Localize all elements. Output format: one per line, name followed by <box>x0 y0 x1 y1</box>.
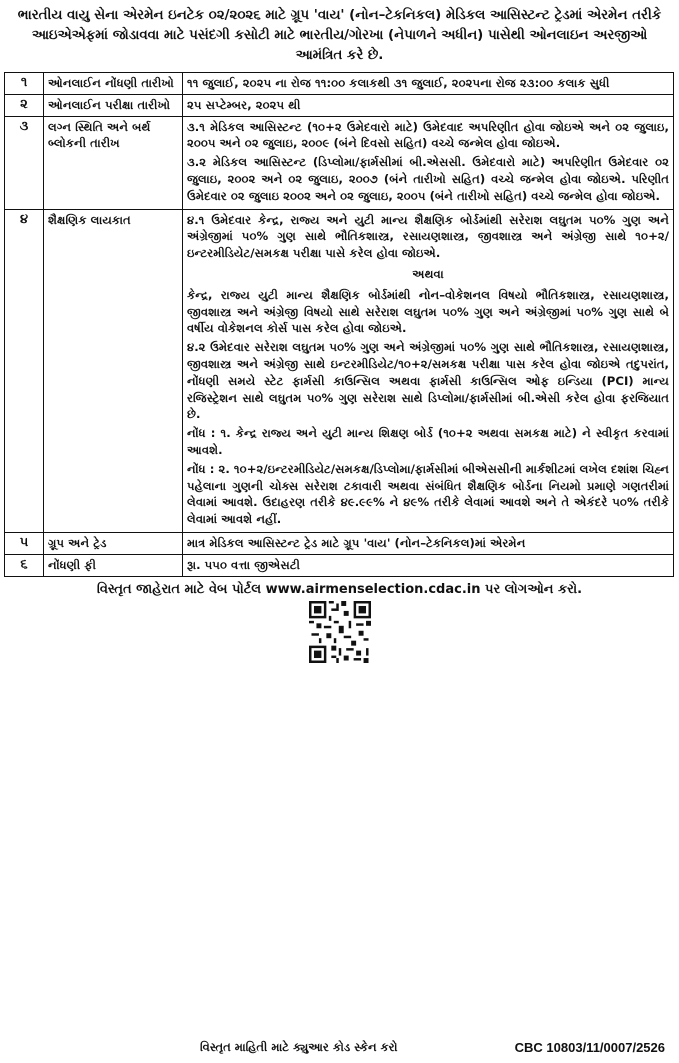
row-value: રૂા. ૫૫૦ વત્તા જીએસટી <box>183 554 674 576</box>
table-row <box>5 116 674 209</box>
note-label: નોંધ : <box>187 461 215 476</box>
note <box>187 425 669 459</box>
note-text: ૧. કેન્દ્ર રાજ્ય અને યુટી માન્ય શિક્ષણ બોર્ડ (૧૦+૨ અથવા સમકક્ષ માટે) ને સ્વીકૃત કરવામાં આવશે. <box>187 426 670 457</box>
note-text: ૨. ૧૦+૨/ઇન્ટરમીડિયેટ/સમકક્ષ/ડિપ્લોમા/ફાર્મસીમાં બીએસસીની માર્કશીટમાં લખેલ દશાંશ ચિહ્ન પહેલાના ગુણની ચોક્સ સરેરાશ ટકાવારી અથવા સંબંધિત શૈક્ષણિક બોર્ડના નિયમો પ્રમાણે ગણતરીમાં લેવામાં આવશે. ઉદાહરણ તરીકે ૪૯.૯૯% ને ૪૯% તરીકે લેવામાં આવશે અને તે એકંદરે ૫૦% તરીકે લેવામાં આવશે નહીં. <box>187 461 669 527</box>
row-label: ઓનલાઈન નોંધણી તારીખો <box>44 73 183 95</box>
row-number: ૫ <box>5 532 44 554</box>
bottom-row <box>0 1040 679 1055</box>
row-value: ૨૫ સપ્ટેમ્બર, ૨૦૨૫ થી <box>183 94 674 116</box>
row-value <box>183 116 674 209</box>
row-number: ૧ <box>5 73 44 95</box>
row-label: શૈક્ષણિક લાયકાત <box>44 209 183 532</box>
table-row <box>5 73 674 95</box>
qr-container <box>4 601 675 663</box>
portal-line: વિસ્તૃત જાહેરાત માટે વેબ પોર્ટલ www.airmenselection.cdac.in પર લોગઓન કરો. <box>96 581 583 597</box>
row-value: ૧૧ જુલાઈ, ૨૦૨૫ ના રોજ ૧૧:૦૦ કલાકથી ૩૧ જુલાઈ, ૨૦૨૫ના રોજ ૨૩:૦૦ કલાક સુધી <box>183 73 674 95</box>
paragraph: ૩.૨ મેડિકલ આસિસ્ટન્ટ (ડિપ્લોમા/ફાર્મસીમાં બી.એસસી. ઉમેદવારો માટે) અપરિણીત ઉમેદવાર ૦૨ જુલાઇ, ૨૦૦૨ અને ૦૨ જુલાઇ, ૨૦૦૭ (બંને તારીખો સહિત) વચ્ચે જન્મેલ હોવા જોઇએ. પરિણીત ઉમેદવાર ૦૨ જુલાઇ ૨૦૦૨ અને ૦૨ જુલાઇ, ૨૦૦૫ (બંને તારીખો સહિત) વચ્ચે જન્મેલ હોવા જોઇએ. <box>187 155 669 203</box>
row-value <box>183 209 674 532</box>
row-label: લગ્ન સ્થિતિ અને બર્થ બ્લોકની તારીખ <box>44 116 183 209</box>
row-value: માત્ર મેડિકલ આસિસ્ટન્ટ ટ્રેડ માટે ગ્રૂપ 'વાય' (નોન–ટેકનિકલ)માં એરમેન <box>183 532 674 554</box>
row-label: નોંધણી ફી <box>44 554 183 576</box>
details-table <box>4 72 674 577</box>
qr-caption: વિસ્તૃત માહિતી માટે ક્યુઆર કોડ સ્કેન કરો <box>200 1040 398 1054</box>
row-number: ૨ <box>5 94 44 116</box>
row-label: ઓનલાઈન પરીક્ષા તારીખો <box>44 94 183 116</box>
table-row <box>5 532 674 554</box>
reference-code: CBC 10803/11/0007/2526 <box>514 1040 665 1055</box>
or-separator: અથવા <box>412 266 444 281</box>
note-label: નોંધ : <box>187 426 216 441</box>
row-label: ગ્રૂપ અને ટ્રેડ <box>44 532 183 554</box>
paragraph: ૪.૧ ઉમેદવાર કેન્દ્ર, રાજ્ય અને યુટી માન્ય શૈક્ષણિક બોર્ડમાંથી સરેરાશ લઘુતમ ૫૦% ગુણ અને અંગ્રેજીમાં ૫૦% ગુણ સાથે ભૌતિકશાસ્ત્ર, રસાયણશાસ્ત્ર, જીવશાસ્ત્ર અને અંગ્રેજી સાથે ૧૦+૨/ઇન્ટરમીડિયેટ/સમકક્ષ પરીક્ષા પાસે કરેલ હોવા જોઇએ. <box>187 212 669 261</box>
paragraph: ૪.૨ ઉમેદવાર સરેરાશ લઘુતમ ૫૦% ગુણ અને અંગ્રેજીમાં ૫૦% ગુણ સાથે ભૌતિકશાસ્ત્ર, રસાયણશાસ્ત્ર, જીવશાસ્ત્ર અને અંગ્રેજી સાથે ઇન્ટરમીડિયેટ/૧૦+૨/સમકક્ષ પરીક્ષા પાસ કરેલ હોવા જોઇએ તદુપરાંત, નોંધણી સમયે સ્ટેટ ફાર્મસી કાઉન્સિલ અથવા ફાર્મસી કાઉન્સિલ ઓફ ઇન્ડિયા (PCI) માન્ય રજિસ્ટ્રેશન સાથે લઘુતમ ૫૦% ગુણ સરેરાશ સાથે ડિપ્લોમા/ફાર્મસીમાં બી.એસી કરેલ હોવા ફરજિયાત છે. <box>187 340 669 422</box>
paragraph: ૩.૧ મેડિકલ આસિસ્ટન્ટ (૧૦+૨ ઉમેદવારો માટે) ઉમેદવાદ અપરિણીત હોવા જોઇએ અને ૦૨ જુલાઇ, ૨૦૦૫ અને ૦૨ જુલાઇ, ૨૦૦૯ (બંને દિવસો સહિત) વચ્ચે જન્મેલ હોવા જોઇએ. <box>187 119 669 151</box>
qr-code-icon[interactable] <box>309 601 371 663</box>
table-row <box>5 209 674 532</box>
intro-paragraph: ભારતીય વાયુ સેના એરમેન ઇનટેક ૦૨/૨૦૨૬ માટે ગ્રૂપ 'વાય' (નોન–ટેકનિકલ) મેડિકલ આસિસ્ટન્ટ ટ્રેડમાં એરમેન તરીકે આઇએએફમાં જોડાવવા માટે પસંદગી કસોટી માટે ભારતીય/ગોરખા (નેપાળને અધીન) પાસેથી ઓનલાઇન અરજીઓ આમંત્રિત કરે છે. <box>17 8 662 63</box>
note <box>187 461 669 528</box>
paragraph: કેન્દ્ર, રાજ્ય યુટી માન્ય શૈક્ષણિક બોર્ડમાંથી નોન–વોકેશનલ વિષયો ભૌતિકશાસ્ત્ર, રસાયણશાસ્ત્ર, જીવશાસ્ત્ર અને અંગ્રેજી વિષયો સાથે સરેરાશ લઘુતમ ૫૦% ગુણ અને અંગ્રેજીમાં ૫૦% ગુણ સાથે બે વર્ષીય વોકેશનલ કોર્સ પાસ કરેલ હોવા જોઇએ. <box>187 287 669 336</box>
table-row <box>5 94 674 116</box>
row-number: ૬ <box>5 554 44 576</box>
row-number: ૪ <box>5 209 44 532</box>
row-number: ૩ <box>5 116 44 209</box>
table-row <box>5 554 674 576</box>
